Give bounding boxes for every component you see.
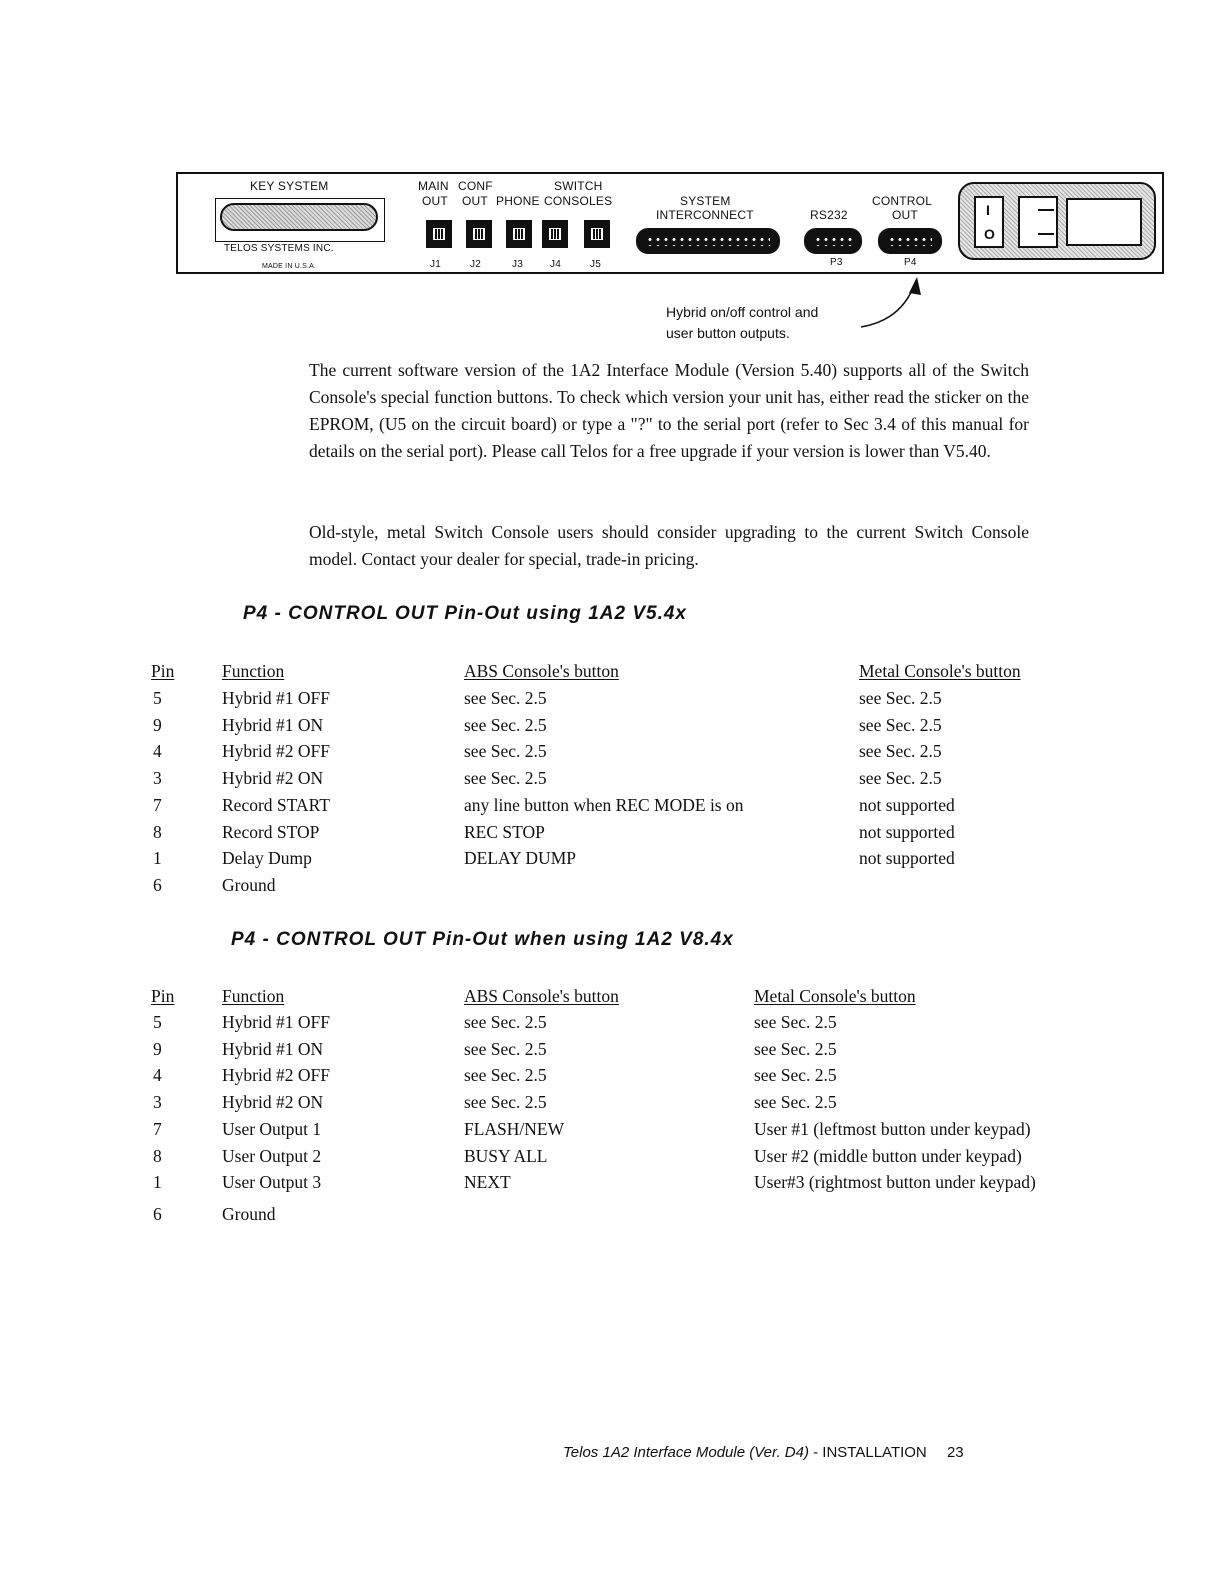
- table1-row-2-abs-button: see Sec. 2.5: [464, 714, 547, 735]
- table2-row-3-metal-button: see Sec. 2.5: [754, 1065, 837, 1086]
- jack-j5: [584, 220, 610, 248]
- jack-j1: [426, 220, 452, 248]
- system-label-1: SYSTEM: [680, 194, 731, 208]
- rear-panel-diagram: [176, 172, 1164, 274]
- table2-row-4-abs-button: see Sec. 2.5: [464, 1092, 547, 1113]
- table2-row-3-function: Hybrid #2 OFF: [222, 1065, 330, 1086]
- page-footer: [563, 1444, 964, 1461]
- table2-row-8-function: Ground: [222, 1203, 276, 1224]
- callout-line-1: Hybrid on/off control and: [666, 304, 819, 320]
- callout-arrow: [855, 275, 925, 335]
- table1-row-7-abs-button: DELAY DUMP: [464, 848, 576, 869]
- table1-row-1-pin: 5: [153, 688, 162, 708]
- paragraph-version-info: The current software version of the 1A2 Interface Module (Version 5.40) supports all of the Switch Console's special function buttons. To check which version your unit has, either read the sticker on the EPROM, (U5 on the circuit board) or type a "?" to the serial port (refer to Sec 3.4 of this manual for details on the serial port). Please call Telos for a free upgrade if your version is lower than V5.40.: [309, 360, 1029, 461]
- table2-row-7-pin: 1: [153, 1172, 162, 1193]
- jack-j2: [466, 220, 492, 248]
- table2-row-1-abs-button: see Sec. 2.5: [464, 1012, 547, 1032]
- table1-row-2-function: Hybrid #1 ON: [222, 714, 324, 735]
- main-label-2: OUT: [422, 194, 448, 208]
- callout-line-2: user button outputs.: [666, 325, 790, 341]
- power-switch: [974, 196, 1004, 248]
- switch-label-2: CONSOLES: [544, 194, 613, 208]
- table1-row-8-function: Ground: [222, 874, 276, 895]
- table1-header-function: Function: [222, 661, 285, 681]
- table1-row-1-abs-button: see Sec. 2.5: [464, 688, 547, 708]
- table1-row-6-function: Record STOP: [222, 821, 320, 842]
- table1-row-3-pin: 4: [153, 741, 162, 762]
- table1-row-5-metal-button: not supported: [859, 794, 955, 815]
- table1-row-4-abs-button: see Sec. 2.5: [464, 768, 547, 789]
- table1-row-3-metal-button: see Sec. 2.5: [859, 741, 942, 762]
- table1-row-8-pin: 6: [153, 874, 162, 895]
- control-label-1: CONTROL: [872, 194, 933, 208]
- table2-row-5-function: User Output 1: [222, 1118, 322, 1139]
- control-label-2: OUT: [892, 208, 918, 222]
- jack-label-j5: J5: [590, 259, 601, 270]
- table1-row-4-metal-button: see Sec. 2.5: [859, 768, 942, 789]
- table2-row-7-function: User Output 3: [222, 1172, 322, 1193]
- table1-row-6-pin: 8: [153, 821, 162, 842]
- p3-label: P3: [830, 257, 843, 268]
- table2-row-8-pin: 6: [153, 1203, 162, 1224]
- table2-row-2-function: Hybrid #1 ON: [222, 1038, 324, 1059]
- table2-row-7-abs-button: NEXT: [464, 1172, 511, 1193]
- conf-label-2: OUT: [462, 194, 488, 208]
- table2-row-6-metal-button: User #2 (middle button under keypad): [754, 1145, 1022, 1166]
- table1-row-4-pin: 3: [153, 768, 162, 789]
- power-entry-module: [958, 182, 1156, 260]
- table1-row-2-pin: 9: [153, 714, 162, 735]
- conf-label-1: CONF: [458, 179, 493, 193]
- table2-row-4-pin: 3: [153, 1092, 162, 1113]
- fuse-holder: [1066, 198, 1142, 246]
- table1-row-3-abs-button: see Sec. 2.5: [464, 741, 547, 762]
- table1-row-5-abs-button: any line button when REC MODE is on: [464, 794, 744, 815]
- table1-row-1-metal-button: see Sec. 2.5: [859, 688, 942, 708]
- page-number: 23: [946, 1444, 964, 1461]
- system-interconnect-connector: [636, 228, 780, 254]
- made-in-label: MADE IN U.S.A.: [262, 263, 317, 270]
- table1-row-2-metal-button: see Sec. 2.5: [859, 714, 942, 735]
- table2-title: P4 - CONTROL OUT Pin-Out when using 1A2 V8.4x: [231, 929, 734, 950]
- table2-row-4-metal-button: see Sec. 2.5: [754, 1092, 837, 1113]
- table1-row-5-function: Record START: [222, 794, 330, 815]
- table2-row-6-function: User Output 2: [222, 1145, 322, 1166]
- power-off-symbol: O: [984, 226, 996, 242]
- table2-row-5-pin: 7: [153, 1118, 162, 1139]
- phone-label: PHONE: [496, 194, 540, 208]
- table2-row-1-pin: 5: [153, 1012, 162, 1032]
- table2-header-function: Function: [222, 986, 285, 1006]
- table2-row-4-function: Hybrid #2 ON: [222, 1092, 324, 1113]
- table1-header-pin: Pin: [151, 661, 175, 681]
- table2-row-2-metal-button: see Sec. 2.5: [754, 1038, 837, 1059]
- table1-row-6-metal-button: not supported: [859, 821, 955, 842]
- table1-header-metal: Metal Console's button: [859, 661, 1021, 681]
- table2-row-3-pin: 4: [153, 1065, 162, 1086]
- paragraph-upgrade-note: Old-style, metal Switch Console users should consider upgrading to the current Switch Console model. Contact your dealer for special, trade-in pricing.: [309, 522, 1029, 569]
- callout-text: [666, 302, 818, 344]
- table1-row-7-pin: 1: [153, 848, 162, 869]
- table2-header-metal: Metal Console's button: [754, 986, 916, 1006]
- jack-label-j1: J1: [430, 259, 441, 270]
- key-system-connector-box: [215, 198, 385, 242]
- footer-section: - INSTALLATION: [813, 1444, 927, 1461]
- table1-title: P4 - CONTROL OUT Pin-Out using 1A2 V5.4x: [243, 603, 687, 624]
- table2-row-1-metal-button: see Sec. 2.5: [754, 1012, 837, 1032]
- control-out-connector: [878, 228, 942, 254]
- table1-row-6-abs-button: REC STOP: [464, 821, 545, 842]
- key-system-connector: [220, 203, 378, 231]
- table2-row-1-function: Hybrid #1 OFF: [222, 1012, 330, 1032]
- table2-row-2-pin: 9: [153, 1038, 162, 1059]
- switch-label-1: SWITCH: [554, 179, 603, 193]
- table1-row-7-function: Delay Dump: [222, 848, 312, 869]
- system-label-2: INTERCONNECT: [656, 208, 754, 222]
- table1-row-1-function: Hybrid #1 OFF: [222, 688, 330, 708]
- table2-row-5-metal-button: User #1 (leftmost button under keypad): [754, 1118, 1031, 1139]
- table1-row-5-pin: 7: [153, 794, 162, 815]
- rs232-connector: [804, 228, 862, 254]
- power-socket: [1018, 196, 1058, 248]
- jack-j3: [506, 220, 532, 248]
- table2-header-pin: Pin: [151, 986, 175, 1006]
- table1-row-7-metal-button: not supported: [859, 848, 955, 869]
- table1-row-3-function: Hybrid #2 OFF: [222, 741, 330, 762]
- jack-label-j2: J2: [470, 259, 481, 270]
- p4-label: P4: [904, 257, 917, 268]
- jack-label-j3: J3: [512, 259, 523, 270]
- footer-title: Telos 1A2 Interface Module (Ver. D4): [563, 1444, 809, 1461]
- table2-row-3-abs-button: see Sec. 2.5: [464, 1065, 547, 1086]
- table2-header-abs: ABS Console's button: [464, 986, 619, 1006]
- maker-label: TELOS SYSTEMS INC.: [224, 243, 334, 254]
- main-label-1: MAIN: [418, 179, 449, 193]
- table2-row-6-abs-button: BUSY ALL: [464, 1145, 548, 1166]
- jack-j4: [542, 220, 568, 248]
- table2-row-5-abs-button: FLASH/NEW: [464, 1118, 565, 1139]
- power-on-symbol: I: [986, 202, 991, 218]
- table2-row-7-metal-button: User#3 (rightmost button under keypad): [754, 1172, 1036, 1193]
- jack-label-j4: J4: [550, 259, 561, 270]
- table2-row-6-pin: 8: [153, 1145, 162, 1166]
- key-system-label: KEY SYSTEM: [250, 179, 329, 193]
- table1-row-4-function: Hybrid #2 ON: [222, 768, 324, 789]
- table2-row-2-abs-button: see Sec. 2.5: [464, 1038, 547, 1059]
- rs232-label: RS232: [810, 208, 848, 222]
- table1-header-abs: ABS Console's button: [464, 661, 619, 681]
